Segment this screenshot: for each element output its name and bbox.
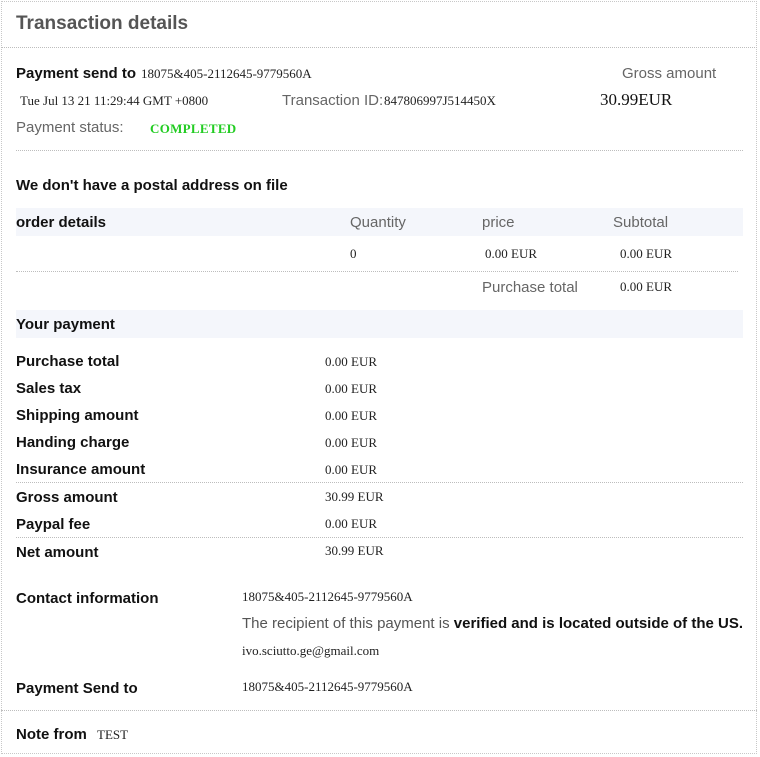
gross-amount-row-label: Gross amount	[16, 489, 118, 506]
net-amount-value: 30.99 EUR	[325, 543, 384, 558]
payment-send-to-footer-value: 18075&405-2112645-9779560A	[242, 679, 413, 694]
header-divider	[16, 150, 743, 151]
payment-send-to-footer-label: Payment Send to	[16, 680, 138, 697]
transaction-date: Tue Jul 13 21 11:29:44 GMT +0800	[20, 93, 209, 108]
row-subtotal: 0.00 EUR	[620, 246, 672, 261]
purchase-total-row-label: Purchase total	[16, 353, 120, 370]
price-column-header: price	[482, 214, 515, 231]
payment-send-to-value: 18075&405-2112645-9779560A	[141, 66, 312, 81]
contact-information-label: Contact information	[16, 590, 159, 607]
gross-amount-label: Gross amount	[622, 65, 717, 82]
your-payment-header	[16, 310, 743, 338]
order-row-divider	[16, 271, 738, 272]
payment-status-label: Payment status:	[16, 119, 124, 136]
insurance-amount-value: 0.00 EUR	[325, 462, 377, 477]
gross-amount-value: 30.99EUR	[600, 90, 673, 109]
transaction-id-label: Transaction ID:	[282, 92, 384, 109]
status-badge: COMPLETED	[150, 121, 237, 136]
net-amount-label: Net amount	[16, 544, 99, 561]
handing-charge-label: Handing charge	[16, 434, 130, 451]
paypal-fee-label: Paypal fee	[16, 516, 91, 533]
recipient-status-text: The recipient of this payment is	[242, 615, 450, 632]
gross-divider	[16, 482, 743, 483]
handing-charge-value: 0.00 EUR	[325, 435, 377, 450]
shipping-amount-value: 0.00 EUR	[325, 408, 377, 423]
subtotal-column-header: Subtotal	[613, 214, 669, 231]
transaction-details-panel	[1, 1, 757, 754]
postal-address-note: We don't have a postal address on file	[16, 177, 288, 194]
contact-id: 18075&405-2112645-9779560A	[242, 589, 413, 604]
row-price: 0.00 EUR	[485, 246, 537, 261]
net-divider	[16, 537, 743, 538]
note-from-label: Note from	[16, 726, 87, 743]
purchase-total-label: Purchase total	[482, 279, 578, 296]
note-value: TEST	[97, 727, 129, 742]
sales-tax-label: Sales tax	[16, 380, 82, 397]
purchase-total-row-value: 0.00 EUR	[325, 354, 377, 369]
payment-send-to-label: Payment send to	[16, 65, 137, 82]
shipping-amount-label: Shipping amount	[16, 407, 139, 424]
transaction-id-value: 847806997J514450X	[384, 93, 496, 108]
purchase-total-value: 0.00 EUR	[620, 279, 672, 294]
recipient-status	[242, 615, 743, 632]
title-divider	[1, 47, 757, 48]
recipient-status-emphasis: verified and is located outside of the US.	[453, 615, 743, 632]
order-details-heading: order details	[16, 214, 107, 231]
paypal-fee-value: 0.00 EUR	[325, 516, 377, 531]
note-divider	[1, 710, 757, 711]
gross-amount-row-value: 30.99 EUR	[325, 489, 384, 504]
your-payment-heading: Your payment	[16, 316, 115, 333]
row-quantity: 0	[350, 246, 357, 261]
quantity-column-header: Quantity	[350, 214, 406, 231]
page-title: Transaction details	[16, 13, 189, 34]
insurance-amount-label: Insurance amount	[16, 461, 146, 478]
sales-tax-value: 0.00 EUR	[325, 381, 377, 396]
contact-email[interactable]: ivo.sciutto.ge@gmail.com	[242, 643, 380, 658]
